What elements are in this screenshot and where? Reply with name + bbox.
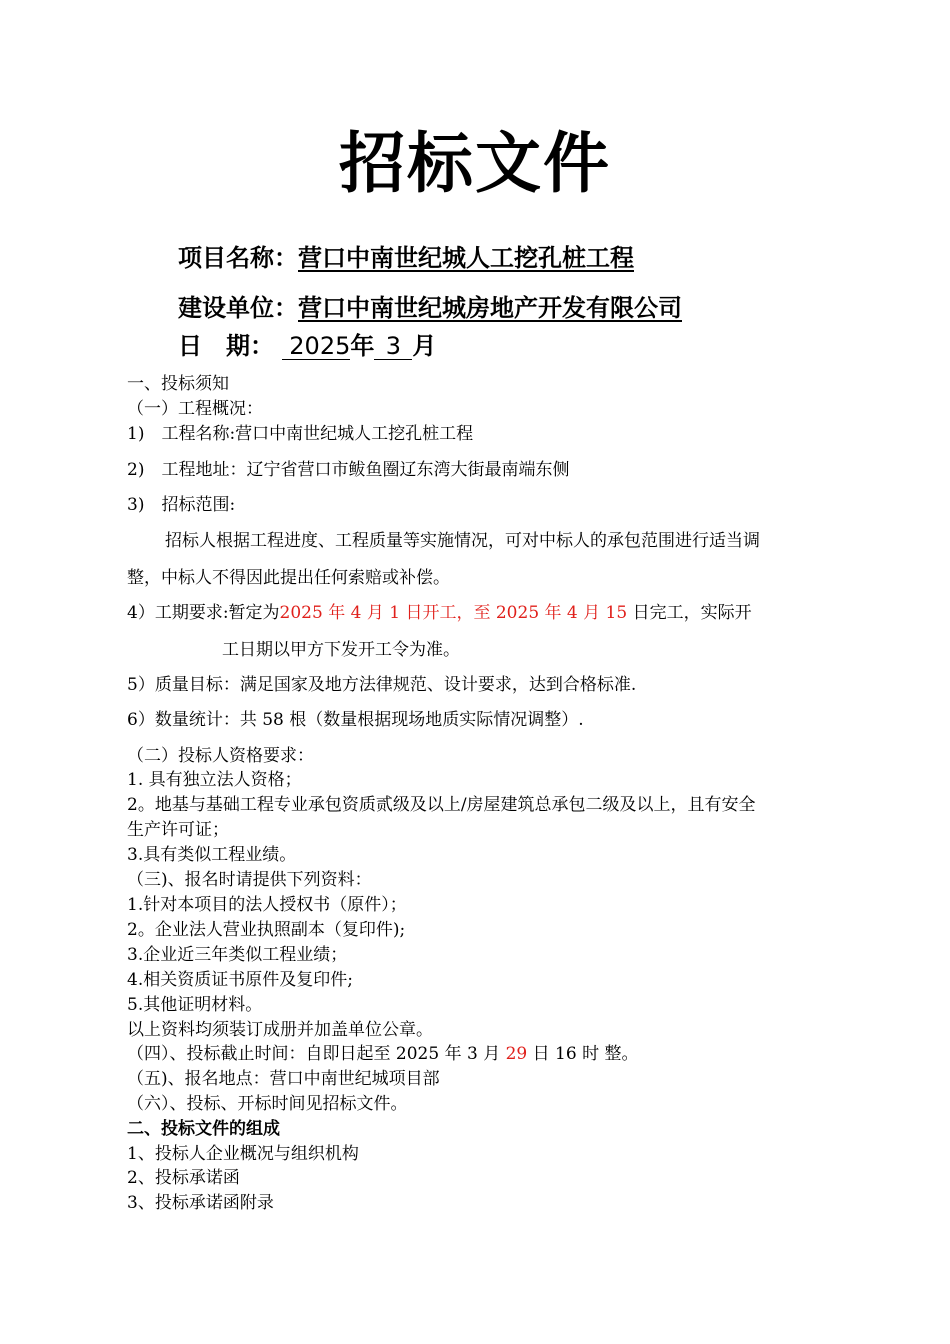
section2-heading: 二、投标文件的组成 <box>127 1119 280 1139</box>
quantity-stat: 6）数量统计：共 58 根（数量根据现场地质实际情况调整）. <box>127 710 584 730</box>
list-item: 以上资料均须装订成册并加盖单位公章。 <box>127 1020 433 1040</box>
list-item: 2、投标承诺函 <box>127 1168 240 1188</box>
quality-target: 5）质量目标：满足国家及地方法律规范、设计要求，达到合格标准. <box>127 675 637 695</box>
registration-location: （五)、报名地点：营口中南世纪城项目部 <box>127 1069 440 1089</box>
list-item: 2) 工程地址：辽宁省营口市鲅鱼圈辽东湾大街最南端东侧 <box>127 460 570 480</box>
list-item: 4.相关资质证书原件及复印件; <box>127 970 353 990</box>
list-item: 3、投标承诺函附录 <box>127 1193 274 1213</box>
project-name-label: 项目名称： <box>178 244 298 272</box>
builder-value: 营口中南世纪城房地产开发有限公司 <box>298 294 682 322</box>
list-item: 1、投标人企业概况与组织机构 <box>127 1144 359 1164</box>
period-dates: 2025 年 4 月 1 日开工，至 2025 年 4 月 15 <box>279 603 628 623</box>
bid-time: （六）、投标、开标时间见招标文件。 <box>127 1094 408 1114</box>
period-suffix: 日完工，实际开 <box>627 603 752 623</box>
deadline-suffix: 日 16 时 整。 <box>527 1044 639 1064</box>
section1-sub-heading: （一）工程概况： <box>127 399 263 419</box>
project-name-line <box>178 242 634 274</box>
qualification-heading: （二）投标人资格要求： <box>127 746 314 766</box>
date-year: 2025 <box>282 333 350 360</box>
date-line <box>178 330 436 362</box>
scope-line-2: 整，中标人不得因此提出任何索赔或补偿。 <box>127 568 450 588</box>
period-line-2: 工日期以甲方下发开工令为准。 <box>222 640 460 660</box>
list-item: 5.其他证明材料。 <box>127 995 263 1015</box>
documents-heading: （三)、报名时请提供下列资料： <box>127 870 372 890</box>
period-prefix: 4）工期要求:暂定为 <box>127 603 280 623</box>
list-item: 1. 具有独立法人资格； <box>127 770 302 790</box>
list-item: 1) 工程名称:营口中南世纪城人工挖孔桩工程 <box>127 424 474 444</box>
list-item: 3.具有类似工程业绩。 <box>127 845 297 865</box>
project-name-value: 营口中南世纪城人工挖孔桩工程 <box>298 244 634 272</box>
date-month-unit: 月 <box>412 332 437 360</box>
date-month: 3 <box>374 333 412 360</box>
date-label: 日 期： <box>178 332 274 360</box>
period-line <box>127 602 752 624</box>
list-item: 3.企业近三年类似工程业绩； <box>127 945 348 965</box>
list-item: 生产许可证； <box>127 820 229 840</box>
list-item: 2。企业法人营业执照副本（复印件); <box>127 920 406 940</box>
section1-heading: 一、投标须知 <box>127 374 229 394</box>
builder-label: 建设单位： <box>178 294 298 322</box>
builder-line <box>178 292 682 324</box>
deadline-day: 29 <box>505 1044 528 1064</box>
list-item: 3) 招标范围: <box>127 495 236 515</box>
scope-line-1: 招标人根据工程进度、工程质量等实施情况，可对中标人的承包范围进行适当调 <box>165 531 760 551</box>
deadline-prefix: （四）、投标截止时间：自即日起至 2025 年 3 月 <box>127 1044 506 1064</box>
list-item: 2。地基与基础工程专业承包资质贰级及以上/房屋建筑总承包二级及以上，且有安全 <box>127 795 756 815</box>
deadline-line <box>127 1043 639 1065</box>
document-title: 招标文件 <box>339 125 611 202</box>
date-year-unit: 年 <box>350 332 375 360</box>
list-item: 1.针对本项目的法人授权书（原件）； <box>127 895 407 915</box>
